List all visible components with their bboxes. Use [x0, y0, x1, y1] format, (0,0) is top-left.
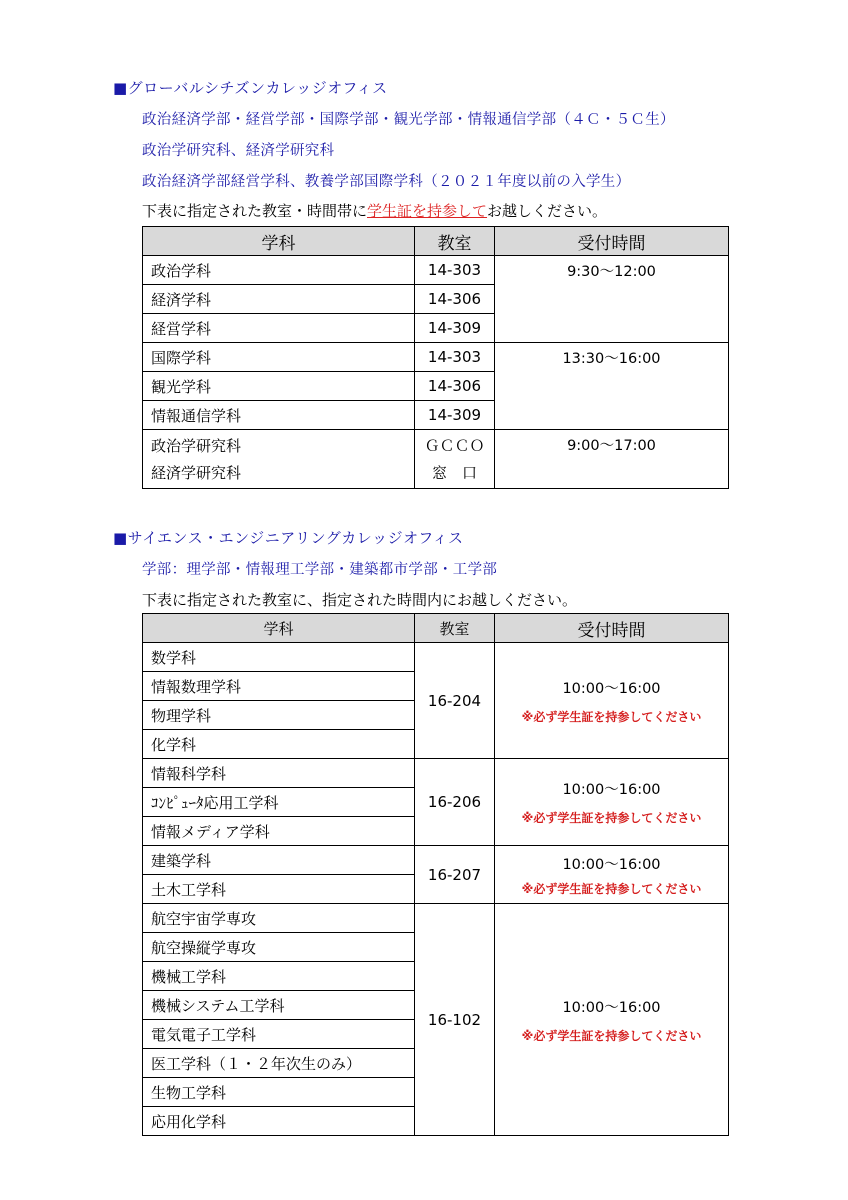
room-window: 窓 口	[431, 464, 477, 482]
section1-note-highlight: 学生証を持参して	[367, 202, 488, 220]
dept-cell: 航空宇宙学専攻	[143, 904, 415, 933]
dept-cell: 化学科	[143, 730, 415, 759]
section1-graduate: 政治学研究科、経済学研究科	[142, 143, 335, 159]
dept-cell: 政治学科	[143, 256, 415, 285]
dept-cell: 情報メディア学科	[143, 817, 415, 846]
student-id-warning: ※必ず学生証を持参してください	[521, 881, 702, 896]
dept-cell: 情報科学科	[143, 759, 415, 788]
dept-cell: 観光学科	[143, 372, 415, 401]
room-cell: 14-303	[415, 256, 495, 285]
dept-cell: ｺﾝﾋﾟｭｰﾀ応用工学科	[143, 788, 415, 817]
time-value: 10:00～16:00	[562, 680, 661, 697]
dept-cell: 情報通信学科	[143, 401, 415, 430]
room-gcco: ＧＣＣＯ	[424, 437, 485, 455]
room-cell: 14-303	[415, 343, 495, 372]
dept-cell: 建築学科	[143, 846, 415, 875]
room-cell: 14-306	[415, 372, 495, 401]
section1-faculties: 政治経済学部・経営学部・国際学部・観光学部・情報通信学部（４Ｃ・５Ｃ生）	[142, 112, 675, 128]
table-row	[143, 904, 729, 933]
dept-cell: 国際学科	[143, 343, 415, 372]
dept-cell: 経済学科	[143, 285, 415, 314]
section2-heading: ■サイエンス・エンジニアリングカレッジオフィス	[113, 529, 464, 547]
section2-note: 下表に指定された教室に、指定された時間内にお越しください。	[142, 591, 578, 609]
section2-faculties: 学部：理学部・情報理工学部・建築都市学部・工学部	[142, 562, 498, 578]
dept-cell: 生物工学科	[143, 1078, 415, 1107]
dept-cell: 機械システム工学科	[143, 991, 415, 1020]
time-value: 10:00～16:00	[562, 999, 661, 1016]
section1-note-after: お越しください。	[487, 202, 608, 220]
student-id-warning: ※必ず学生証を持参してください	[521, 811, 702, 825]
section2-table	[142, 613, 729, 1136]
dept-cell: 数学科	[143, 643, 415, 672]
room-cell: 16-206	[415, 759, 495, 846]
dept-cell: 電気電子工学科	[143, 1020, 415, 1049]
dept-graduate-politics: 政治学研究科	[151, 437, 242, 455]
table-row	[143, 343, 729, 372]
time-cell: 9:30～12:00	[495, 256, 729, 343]
time-cell	[495, 904, 729, 1136]
time-cell	[495, 759, 729, 846]
table-header-time: 受付時間	[495, 227, 729, 256]
room-cell: 16-102	[415, 904, 495, 1136]
room-cell: 16-204	[415, 643, 495, 759]
section1-note-before: 下表に指定された教室・時間帯に	[142, 202, 368, 220]
room-cell: 16-207	[415, 846, 495, 904]
table-row	[143, 256, 729, 285]
section1-table	[142, 226, 729, 489]
room-cell: 14-309	[415, 401, 495, 430]
dept-cell	[143, 430, 415, 489]
section1-heading: ■グローバルシチズンカレッジオフィス	[113, 79, 388, 97]
dept-cell: 医工学科（１・２年次生のみ）	[143, 1049, 415, 1078]
dept-cell: 物理学科	[143, 701, 415, 730]
dept-graduate-economics: 経済学研究科	[151, 464, 242, 482]
time-value: 10:00～16:00	[562, 782, 661, 798]
table-header-room: 教室	[415, 227, 495, 256]
time-cell: 13:30～16:00	[495, 343, 729, 430]
student-id-warning: ※必ず学生証を持参してください	[521, 1028, 702, 1043]
dept-cell: 応用化学科	[143, 1107, 415, 1136]
dept-cell: 機械工学科	[143, 962, 415, 991]
section1-note	[142, 200, 607, 221]
dept-cell: 航空操縦学専攻	[143, 933, 415, 962]
table-row	[143, 759, 729, 788]
section1-legacy: 政治経済学部経営学科、教養学部国際学科（２０２１年度以前の入学生）	[142, 174, 631, 190]
dept-cell: 経営学科	[143, 314, 415, 343]
room-cell	[415, 430, 495, 489]
time-cell: 9:00～17:00	[495, 430, 729, 489]
room-cell: 14-306	[415, 285, 495, 314]
table-header-dept: 学科	[143, 227, 415, 256]
table-header-room: 教室	[415, 614, 495, 643]
time-cell	[495, 846, 729, 904]
student-id-warning: ※必ず学生証を持参してください	[521, 709, 702, 724]
table-header-dept: 学科	[143, 614, 415, 643]
table-row	[143, 846, 729, 875]
dept-cell: 情報数理学科	[143, 672, 415, 701]
time-value: 10:00～16:00	[562, 856, 661, 873]
dept-cell: 土木工学科	[143, 875, 415, 904]
time-cell	[495, 643, 729, 759]
room-cell: 14-309	[415, 314, 495, 343]
table-row	[143, 643, 729, 672]
table-header-time: 受付時間	[495, 614, 729, 643]
table-row	[143, 430, 729, 489]
